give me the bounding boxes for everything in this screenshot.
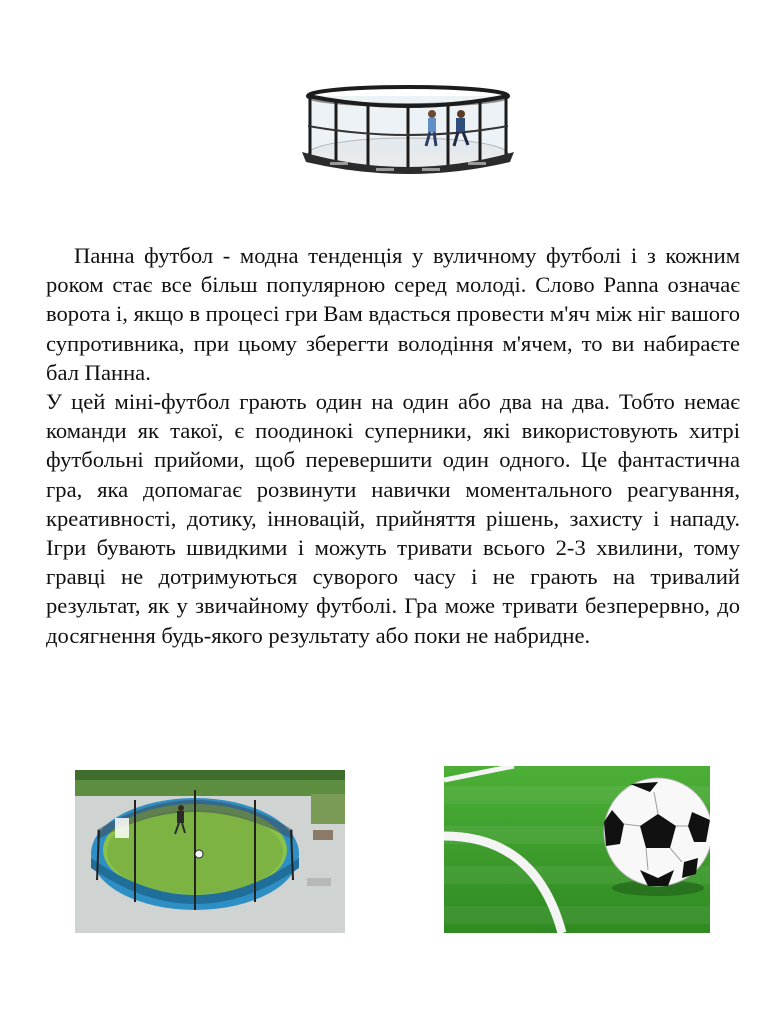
panna-cage-image [296, 82, 520, 182]
article-text [46, 241, 740, 650]
paragraph-rules: У цей міні-футбол грають один на один або два на два. Тобто немає команди як такої, є поодинокі суперники, які використовують хитрі футбольні прийоми, щоб перевершити один одного. Це фантастична гра, яка допомагає розвинути навички моментального реагування, креативності, дотику, інновацій, прийняття рішень, захисту і нападу. Ігри бувають швидкими і можуть тривати всього 2-3 хвилини, тому гравці не дотримуються суворого часу і не грають на тривалий результат, як у звичайному футболі. Гра може тривати безперервно, до досягнення будь-якого результату або поки не набридне. [46, 389, 740, 648]
paragraph-intro: Панна футбол - модна тенденція у вуличному футболі і з кожним роком стає все більш популярною серед молоді. Слово Panna означає ворота і, якщо в процесі гри Вам вдасться провести м'яч між ніг вашого супротивника, при цьому зберегти володіння м'ячем, то ви набираєте бал Панна. [46, 243, 740, 385]
soccer-ball-image [444, 766, 710, 933]
round-court-image [75, 770, 345, 933]
